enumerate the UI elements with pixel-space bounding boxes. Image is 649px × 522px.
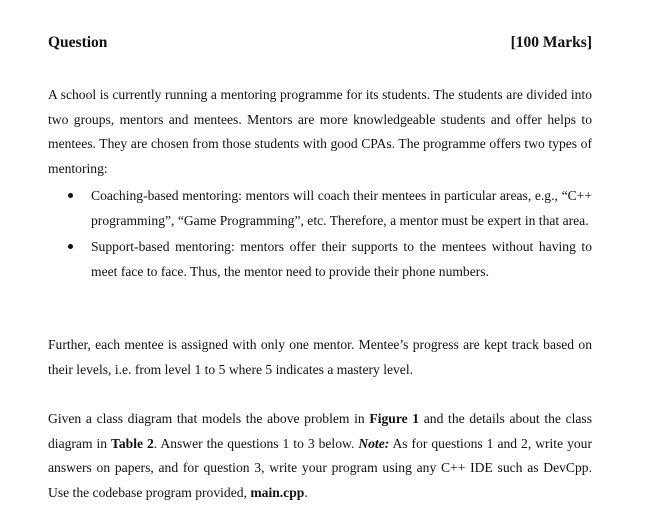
question-header — [48, 34, 592, 54]
list-item-text: Support-based mentoring: mentors offer their supports to the mentees without having to meet face to face. Thus, the mentor need to provide their phone numbers. — [91, 239, 592, 280]
note-label: Note: — [358, 435, 390, 451]
instructions-text: . — [304, 485, 308, 501]
instructions-text: and the details about the class diagram in — [48, 411, 593, 451]
instructions-text: . Answer the questions 1 to 3 below. — [153, 435, 359, 451]
table-reference: Table 2 — [111, 435, 154, 451]
bullet-icon — [68, 244, 73, 249]
figure-reference: Figure 1 — [369, 411, 420, 426]
instructions-text: Given a class diagram that models the above problem in — [48, 411, 370, 426]
mentee-paragraph: Further, each mentee is assigned with only one mentor. Mentee’s progress are kept track based on their levels, i.e. from level 1 to 5 where 5 indicates a mastery level. — [48, 337, 592, 377]
intro-paragraph: A school is currently running a mentoring programme for its students. The students are divided into two groups, mentors and mentees. Mentors are more knowledgeable students and offer helps to mentees. They are chosen from those students with good CPAs. The programme offers two types of mentoring: — [48, 87, 592, 177]
list-item — [48, 184, 592, 233]
question-title: Question — [48, 34, 108, 51]
list-item-text: Coaching-based mentoring: mentors will coach their mentees in particular areas, e.g., “C++ programming”, “Game Programming”, etc. Therefore, a mentor must be expert in that area. — [91, 188, 592, 228]
bullet-icon — [68, 193, 73, 198]
list-item — [48, 235, 592, 284]
codebase-file-name: main.cpp — [250, 485, 305, 501]
question-marks: [100 Marks] — [510, 34, 592, 51]
instructions-text: As for questions 1 and 2, write your answers on papers, and for question 3, write your program using any C++ IDE such as DevCpp. Use the codebase program provided, — [48, 435, 593, 501]
instructions-paragraph — [48, 407, 592, 506]
mentoring-types-list — [48, 184, 592, 285]
